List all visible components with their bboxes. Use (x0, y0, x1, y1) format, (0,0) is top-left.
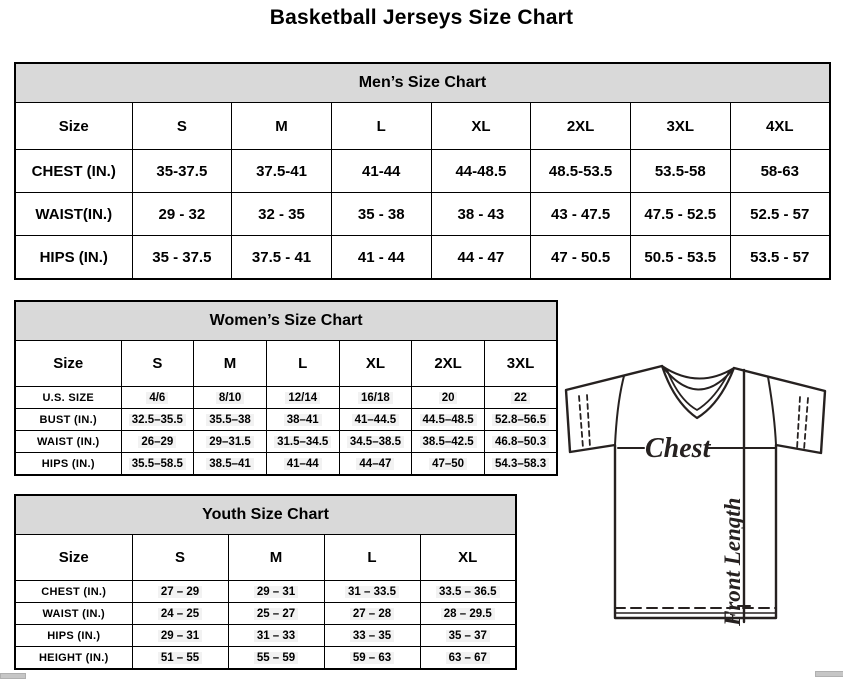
value-cell: 47 - 50.5 (531, 236, 631, 280)
womens-size-table (14, 300, 558, 476)
column-header: 2XL (531, 103, 631, 150)
value-text: 32.5–35.5 (129, 414, 186, 426)
page-title: Basketball Jerseys Size Chart (269, 6, 574, 29)
value-text: 44–47 (356, 458, 394, 470)
left-cuff-dashes (579, 396, 583, 448)
value-cell (484, 431, 557, 453)
value-cell (324, 581, 420, 603)
row-label: WAIST (IN.) (15, 603, 132, 625)
value-cell (121, 387, 194, 409)
row-label: WAIST (IN.) (15, 431, 121, 453)
column-header: M (194, 341, 267, 387)
column-header: L (324, 535, 420, 581)
value-cell: 37.5-41 (232, 150, 332, 193)
youth-size-table (14, 494, 517, 670)
value-cell (324, 625, 420, 647)
front-length-label: Front Length (720, 497, 745, 626)
value-cell (121, 409, 194, 431)
value-cell (266, 387, 339, 409)
value-text: 31.5–34.5 (274, 436, 331, 448)
value-cell: 43 - 47.5 (531, 193, 631, 236)
right-cuff-dashes (804, 398, 808, 450)
value-cell (228, 625, 324, 647)
value-text: 29 – 31 (254, 586, 298, 598)
left-cuff-dashes (587, 395, 590, 447)
row-label: HEIGHT (IN.) (15, 647, 132, 670)
table-row (15, 103, 830, 150)
size-header-cell: Size (15, 103, 132, 150)
value-text: 44.5–48.5 (420, 414, 477, 426)
value-cell (121, 431, 194, 453)
row-label: BUST (IN.) (15, 409, 121, 431)
value-text: 27 – 29 (158, 586, 202, 598)
column-header: XL (431, 103, 531, 150)
value-text: 41–44.5 (352, 414, 400, 426)
value-cell: 44 - 47 (431, 236, 531, 280)
column-header: S (132, 535, 228, 581)
table-row (15, 431, 557, 453)
value-text: 22 (511, 392, 530, 404)
row-label: U.S. SIZE (15, 387, 121, 409)
row-label: WAIST(IN.) (15, 193, 132, 236)
value-cell (412, 453, 485, 476)
value-cell (194, 409, 267, 431)
value-text: 25 – 27 (254, 608, 298, 620)
table-row (15, 581, 516, 603)
size-header-cell: Size (15, 535, 132, 581)
right-cuff-dashes (797, 397, 800, 449)
value-text: 29 – 31 (158, 630, 202, 642)
table-row (15, 63, 830, 103)
value-cell (266, 431, 339, 453)
value-cell (194, 431, 267, 453)
value-text: 29–31.5 (206, 436, 254, 448)
jersey-diagram-icon (556, 354, 840, 678)
value-cell (484, 387, 557, 409)
value-text: 38.5–41 (206, 458, 254, 470)
value-cell: 29 - 32 (132, 193, 232, 236)
value-text: 59 – 63 (350, 652, 394, 664)
column-header: XL (420, 535, 516, 581)
value-text: 27 – 28 (350, 608, 394, 620)
value-cell (121, 453, 194, 476)
value-cell (420, 625, 516, 647)
table-row (15, 341, 557, 387)
table-row (15, 409, 557, 431)
value-cell (132, 625, 228, 647)
jersey-measurement-diagram (556, 354, 840, 678)
value-cell: 44-48.5 (431, 150, 531, 193)
value-text: 31 – 33 (254, 630, 298, 642)
value-text: 20 (439, 392, 458, 404)
table-row (15, 603, 516, 625)
value-text: 34.5–38.5 (347, 436, 404, 448)
value-text: 28 – 29.5 (441, 608, 495, 620)
value-cell: 35 - 37.5 (132, 236, 232, 280)
jersey-outline (566, 366, 825, 618)
value-text: 41–44 (284, 458, 322, 470)
value-cell: 52.5 - 57 (730, 193, 830, 236)
table-row (15, 495, 516, 535)
scrollbar-fragment-left[interactable] (0, 673, 26, 679)
column-header: 4XL (730, 103, 830, 150)
value-cell (339, 409, 412, 431)
value-cell (484, 409, 557, 431)
value-cell (132, 581, 228, 603)
value-text: 51 – 55 (158, 652, 202, 664)
value-cell (194, 453, 267, 476)
mens-table-title: Men’s Size Chart (15, 63, 830, 103)
row-label: CHEST (IN.) (15, 150, 132, 193)
value-cell (132, 603, 228, 625)
value-cell: 38 - 43 (431, 193, 531, 236)
value-text: 47–50 (429, 458, 467, 470)
value-cell (324, 603, 420, 625)
value-cell (266, 453, 339, 476)
value-text: 35.5–58.5 (129, 458, 186, 470)
value-cell: 47.5 - 52.5 (630, 193, 730, 236)
value-text: 24 – 25 (158, 608, 202, 620)
value-text: 16/18 (358, 392, 393, 404)
value-text: 12/14 (285, 392, 320, 404)
value-text: 55 – 59 (254, 652, 298, 664)
column-header: S (132, 103, 232, 150)
value-cell (420, 603, 516, 625)
value-cell (194, 387, 267, 409)
value-text: 26–29 (138, 436, 176, 448)
value-cell: 53.5-58 (630, 150, 730, 193)
table-row (15, 625, 516, 647)
youth-table-title: Youth Size Chart (15, 495, 516, 535)
value-text: 52.8–56.5 (492, 414, 549, 426)
value-cell: 50.5 - 53.5 (630, 236, 730, 280)
womens-table-title: Women’s Size Chart (15, 301, 557, 341)
row-label: HIPS (IN.) (15, 236, 132, 280)
value-cell (484, 453, 557, 476)
table-row (15, 647, 516, 670)
value-text: 38.5–42.5 (420, 436, 477, 448)
value-text: 35.5–38 (206, 414, 254, 426)
scrollbar-fragment-right[interactable] (815, 671, 843, 677)
value-cell: 32 - 35 (232, 193, 332, 236)
value-cell (228, 603, 324, 625)
value-text: 31 – 33.5 (345, 586, 399, 598)
row-label: CHEST (IN.) (15, 581, 132, 603)
value-cell (132, 647, 228, 670)
value-text: 33.5 – 36.5 (436, 586, 500, 598)
value-text: 4/6 (146, 392, 168, 404)
value-cell: 35 - 38 (331, 193, 431, 236)
value-text: 54.3–58.3 (492, 458, 549, 470)
value-text: 38–41 (284, 414, 322, 426)
column-header: M (228, 535, 324, 581)
value-cell (412, 409, 485, 431)
value-cell (339, 387, 412, 409)
value-cell: 48.5-53.5 (531, 150, 631, 193)
table-row (15, 535, 516, 581)
value-text: 46.8–50.3 (492, 436, 549, 448)
value-cell (339, 431, 412, 453)
right-sleeve-seam (768, 377, 776, 445)
column-header: L (266, 341, 339, 387)
value-cell (420, 647, 516, 670)
table-row (15, 236, 830, 280)
value-cell (266, 409, 339, 431)
mens-size-table (14, 62, 831, 280)
value-cell (324, 647, 420, 670)
column-header: S (121, 341, 194, 387)
value-cell: 53.5 - 57 (730, 236, 830, 280)
chest-label: Chest (645, 433, 711, 464)
value-text: 35 – 37 (446, 630, 490, 642)
left-sleeve-seam (615, 376, 624, 445)
row-label: HIPS (IN.) (15, 453, 121, 476)
value-cell: 58-63 (730, 150, 830, 193)
column-header: M (232, 103, 332, 150)
table-row (15, 150, 830, 193)
column-header: 3XL (484, 341, 557, 387)
value-cell (412, 431, 485, 453)
value-cell (228, 647, 324, 670)
table-row (15, 301, 557, 341)
value-text: 33 – 35 (350, 630, 394, 642)
value-cell (339, 453, 412, 476)
table-row (15, 387, 557, 409)
value-cell (420, 581, 516, 603)
value-cell: 41 - 44 (331, 236, 431, 280)
value-cell (228, 581, 324, 603)
table-row (15, 193, 830, 236)
column-header: 2XL (412, 341, 485, 387)
size-header-cell: Size (15, 341, 121, 387)
value-text: 8/10 (216, 392, 244, 404)
row-label: HIPS (IN.) (15, 625, 132, 647)
value-cell: 41-44 (331, 150, 431, 193)
value-text: 63 – 67 (446, 652, 490, 664)
column-header: L (331, 103, 431, 150)
column-header: 3XL (630, 103, 730, 150)
value-cell: 35-37.5 (132, 150, 232, 193)
column-header: XL (339, 341, 412, 387)
value-cell (412, 387, 485, 409)
table-row (15, 453, 557, 476)
value-cell: 37.5 - 41 (232, 236, 332, 280)
